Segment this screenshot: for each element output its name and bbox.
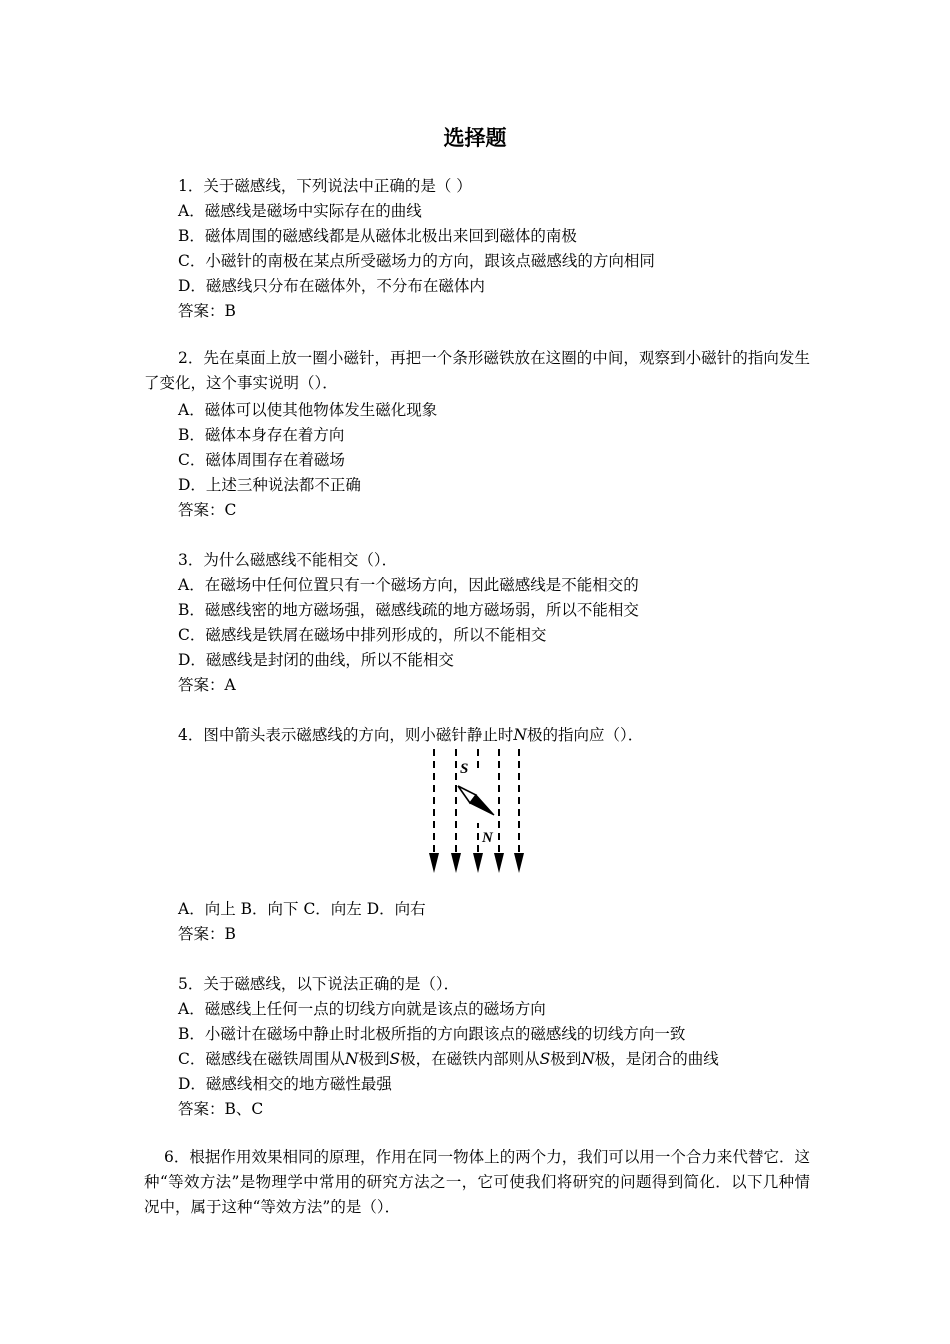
q1-answer: 答案：B bbox=[178, 302, 236, 320]
q4-stem bbox=[178, 725, 643, 745]
field-arrowhead-4 bbox=[494, 853, 504, 873]
q5-option-a: A．磁感线上任何一点的切线方向就是该点的磁场方向 bbox=[178, 1000, 546, 1018]
q2-answer: 答案：C bbox=[178, 501, 237, 519]
q3-option-b: B．磁感线密的地方磁场强，磁感线疏的地方磁场弱，所以不能相交 bbox=[178, 601, 639, 619]
q4-stem-var-n: N bbox=[513, 726, 527, 744]
q5-option-c-var-3: S bbox=[539, 1050, 551, 1068]
q5-option-b: B．小磁计在磁场中静止时北极所指的方向跟该点的磁感线的切线方向一致 bbox=[178, 1025, 686, 1043]
q5-option-c bbox=[178, 1049, 719, 1069]
q1-stem: 1．关于磁感线，下列说法中正确的是（ ） bbox=[178, 177, 472, 195]
field-arrowhead-1 bbox=[429, 853, 439, 873]
q6-stem: 6．根据作用效果相同的原理，作用在同一物体上的两个力，我们可以用一个合力来代替它．这种“等效方法”是物理学中常用的研究方法之一，它可使我们将研究的问题得到简化．以下几种情况中，属于这种“等效方法”的是（）． bbox=[144, 1148, 810, 1216]
label-s: S bbox=[460, 761, 469, 777]
q5-option-c-var-4: N bbox=[581, 1050, 595, 1068]
q3-answer: 答案：A bbox=[178, 676, 236, 694]
q2-stem: 2．先在桌面上放一圈小磁针，再把一个条形磁铁放在这圈的中间，观察到小磁针的指向发生了变化，这个事实说明（）． bbox=[144, 349, 810, 392]
q2-option-a: A．磁体可以使其他物体发生磁化现象 bbox=[178, 401, 438, 419]
q5-option-c-var-1: N bbox=[344, 1050, 359, 1068]
q4-stem-text-b: 极的指向应（）． bbox=[526, 726, 644, 744]
page-title: 选择题 bbox=[443, 126, 507, 150]
q5-option-c-text-1: C．磁感线在磁铁周围从 bbox=[178, 1050, 345, 1068]
q3-option-d: D．磁感线是封闭的曲线，所以不能相交 bbox=[178, 651, 454, 669]
q5-option-c-var-2: S bbox=[389, 1050, 401, 1068]
label-n: N bbox=[482, 830, 493, 846]
q3-option-a: A．在磁场中任何位置只有一个磁场方向，因此磁感线是不能相交的 bbox=[178, 576, 639, 594]
magnetic-field-figure bbox=[420, 745, 530, 877]
q1-option-a: A．磁感线是磁场中实际存在的曲线 bbox=[178, 202, 422, 220]
q4-options: A．向上 B．向下 C．向左 D．向右 bbox=[178, 900, 426, 918]
q4-stem-text-a: 4．图中箭头表示磁感线的方向，则小磁针静止时 bbox=[178, 726, 514, 744]
q1-option-c: C．小磁针的南极在某点所受磁场力的方向，跟该点磁感线的方向相同 bbox=[178, 252, 655, 270]
q5-option-d: D．磁感线相交的地方磁性最强 bbox=[178, 1075, 392, 1093]
q2-option-c: C．磁体周围存在着磁场 bbox=[178, 451, 345, 469]
q3-stem: 3．为什么磁感线不能相交（）． bbox=[178, 551, 398, 569]
q5-option-c-text-2: 极到 bbox=[358, 1050, 390, 1068]
q2-option-d: D．上述三种说法都不正确 bbox=[178, 476, 361, 494]
q1-option-b: B．磁体周围的磁感线都是从磁体北极出来回到磁体的南极 bbox=[178, 227, 577, 245]
q4-answer: 答案：B bbox=[178, 925, 236, 943]
q1-option-d: D．磁感线只分布在磁体外，不分布在磁体内 bbox=[178, 277, 485, 295]
q5-option-c-text-4: 极到 bbox=[550, 1050, 582, 1068]
q2-option-b: B．磁体本身存在着方向 bbox=[178, 426, 345, 444]
q5-option-c-text-5: 极，是闭合的曲线 bbox=[594, 1050, 719, 1068]
q3-option-c: C．磁感线是铁屑在磁场中排列形成的，所以不能相交 bbox=[178, 626, 547, 644]
field-arrowhead-5 bbox=[514, 853, 524, 873]
q5-answer: 答案：B、C bbox=[178, 1100, 264, 1118]
q5-stem: 5．关于磁感线，以下说法正确的是（）． bbox=[178, 975, 460, 993]
field-arrowhead-2 bbox=[451, 853, 461, 873]
field-arrowhead-3 bbox=[473, 853, 483, 873]
q5-option-c-text-3: 极，在磁铁内部则从 bbox=[400, 1050, 540, 1068]
